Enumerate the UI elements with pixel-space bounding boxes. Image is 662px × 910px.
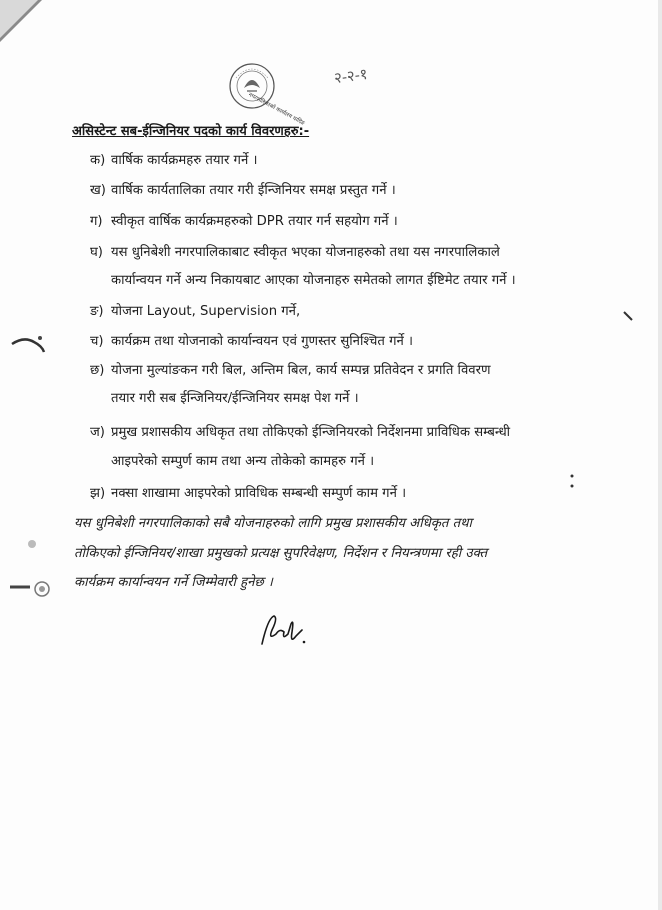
page-title: असिस्टेन्ट सब-ईन्जिनियर पदको कार्य विवरणहरु:-: [72, 124, 310, 139]
handwritten-date: २-२-१: [332, 64, 369, 88]
list-item-continuation: कार्यान्वयन गर्ने अन्य निकायबाट आएका योजनाहरु समेतको लागत ईष्टिमेट तयार गर्ने ।: [111, 273, 516, 288]
list-item-number: च): [90, 334, 104, 349]
scan-smudge: [8, 575, 52, 605]
list-item-continuation: आइपरेको सम्पुर्ण काम तथा अन्य तोकेको कामहरु गर्ने ।: [111, 454, 375, 469]
list-item: [90, 422, 510, 440]
list-item: [90, 360, 491, 378]
list-item-number: ज): [90, 425, 105, 440]
closing-paragraph-line: तोकिएको ईन्जिनियर/शाखा प्रमुखको प्रत्यक्ष सुपरिवेक्षण, निर्देशन र नियन्त्रणमा रही उक्त: [74, 546, 488, 561]
list-item-text: योजना Layout, Supervision गर्ने,: [111, 304, 301, 319]
list-item: [90, 211, 398, 229]
list-item-number: ङ): [90, 304, 104, 319]
list-item: [90, 180, 396, 198]
list-item: [90, 242, 500, 260]
page-edge: [658, 0, 662, 910]
list-item-number: झ): [90, 486, 106, 501]
scan-smudge: [26, 535, 38, 553]
list-item-text: नक्सा शाखामा आइपरेको प्राविधिक सम्बन्धी सम्पुर्ण काम गर्ने ।: [111, 486, 407, 501]
list-item-number: क): [90, 153, 106, 168]
folded-corner-inner: [0, 0, 38, 38]
list-item-text: प्रमुख प्रशासकीय अधिकृत तथा तोकिएको ईन्जिनियरको निर्देशनमा प्राविधिक सम्बन्धी: [111, 425, 511, 440]
scan-smudge: [622, 310, 636, 324]
closing-paragraph-line: कार्यक्रम कार्यान्वयन गर्ने जिम्मेवारी हुनेछ ।: [74, 575, 273, 590]
closing-paragraph-line: यस धुनिबेशी नगरपालिकाको सबै योजनाहरुको लागि प्रमुख प्रशासकीय अधिकृत तथा: [74, 516, 472, 531]
scan-smudge: [568, 472, 576, 494]
list-item-number: ग): [90, 214, 103, 229]
list-item-number: ख): [90, 183, 106, 198]
list-item-text: स्वीकृत वार्षिक कार्यक्रमहरुको DPR तयार गर्न सहयोग गर्ने ।: [111, 214, 398, 229]
list-item-number: छ): [90, 363, 105, 378]
seal-caption: नगरपालिकाको कार्यालय धादिङ: [247, 92, 306, 127]
list-item-text: कार्यक्रम तथा योजनाको कार्यान्वयन एवं गुणस्तर सुनिश्चित गर्ने ।: [111, 334, 414, 349]
list-item: [90, 150, 258, 168]
list-item-text: यस धुनिबेशी नगरपालिकाबाट स्वीकृत भएका योजनाहरुको तथा यस नगरपालिकाले: [111, 245, 500, 260]
list-item-number: घ): [90, 245, 103, 260]
list-item: [90, 483, 406, 501]
signature: [258, 610, 318, 650]
list-item: [90, 301, 300, 319]
list-item-continuation: तयार गरी सब ईन्जिनियर/ईन्जिनियर समक्ष पेश गर्ने ।: [111, 391, 359, 406]
list-item-text: योजना मुल्यांङकन गरी बिल, अन्तिम बिल, कार्य सम्पन्न प्रतिवेदन र प्रगति विवरण: [111, 363, 491, 378]
list-item: [90, 331, 413, 349]
scan-smudge: [10, 330, 46, 354]
list-item-text: वार्षिक कार्यक्रमहरु तयार गर्ने ।: [111, 153, 258, 168]
list-item-text: वार्षिक कार्यतालिका तयार गरी ईन्जिनियर समक्ष प्रस्तुत गर्ने ।: [111, 183, 396, 198]
